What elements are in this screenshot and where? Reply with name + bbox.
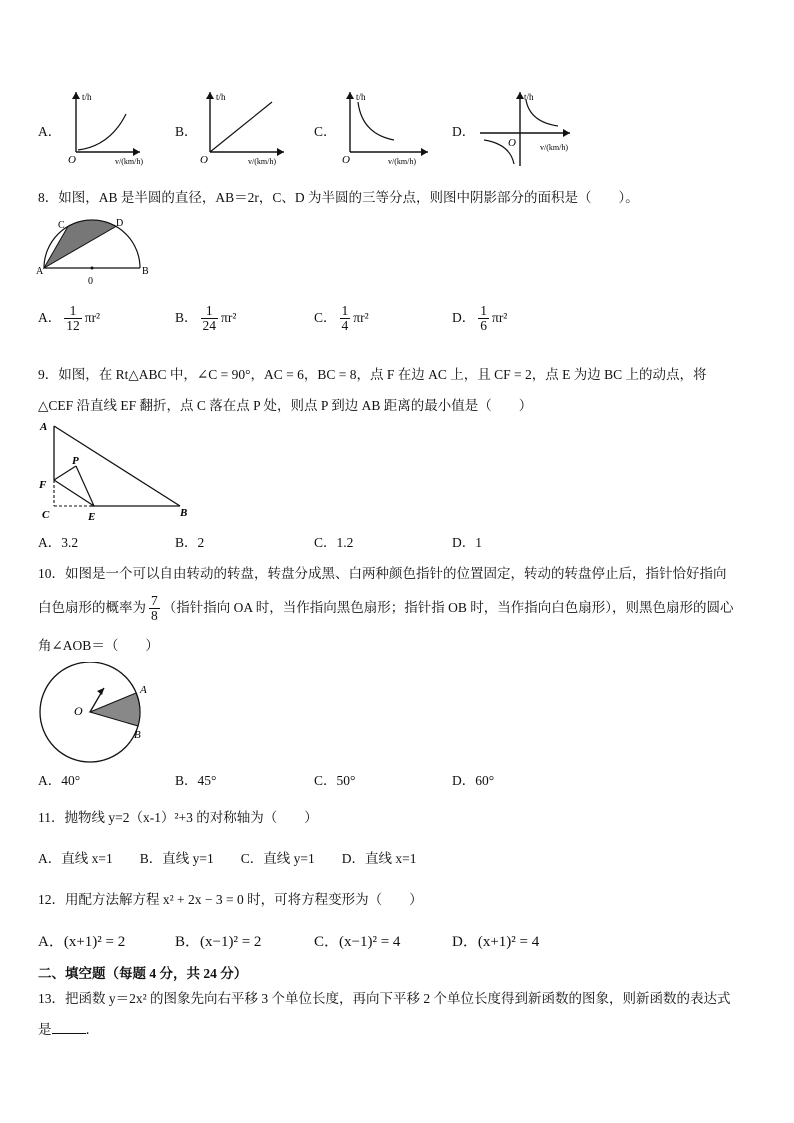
q8-option-c-tail: πr² xyxy=(353,309,369,325)
q8-option-a-num: 1 xyxy=(64,304,82,319)
q7-b-origin: O xyxy=(200,154,208,166)
q8-option-c xyxy=(314,304,369,333)
q7-d-xlabel: v/(km/h) xyxy=(540,143,568,152)
q8-option-a-letter: A． xyxy=(38,309,62,325)
q8-option-b xyxy=(175,304,236,333)
q7-b-ylabel: t/h xyxy=(216,92,226,102)
q7-graph-d xyxy=(476,88,586,168)
q7-option-c-letter: C． xyxy=(314,124,337,139)
q13-answer-blank[interactable] xyxy=(52,1021,86,1034)
q7-a-xlabel: v/(km/h) xyxy=(115,157,143,166)
q10-option-b: B．45° xyxy=(175,773,217,788)
q10-line2-end: （指针指向 OA 时，当作指向黑色扇形；指针指 OB 时，当作指向白色扇形），则黑色扇形的圆心 xyxy=(162,599,734,615)
q8-option-a-den: 12 xyxy=(66,318,80,334)
q11-question-text: 11．抛物线 y=2（x-1）²+3 的对称轴为（ ） xyxy=(38,810,318,825)
q8-option-b-den: 24 xyxy=(202,318,217,334)
q9-option-c: C．1.2 xyxy=(314,535,354,550)
q8-option-d-letter: D． xyxy=(452,309,476,325)
q12-question-text: 12．用配方法解方程 x² + 2x − 3 = 0 时，可将方程变形为（ ） xyxy=(38,892,423,907)
q10-option-a: A．40° xyxy=(38,773,81,788)
q7-a-origin: O xyxy=(68,154,76,166)
q13-question-line2 xyxy=(38,1018,99,1038)
q7-option-a-letter: A． xyxy=(38,124,62,139)
q8-label-o: 0 xyxy=(88,276,93,287)
q10-option-c: C．50° xyxy=(314,773,356,788)
q10-frac-num: 7 xyxy=(151,593,158,608)
q7-c-origin: O xyxy=(342,154,350,166)
q8-option-d-num: 1 xyxy=(480,303,487,318)
q12-option-a: A．(x+1)² = 2 xyxy=(38,934,126,950)
q9-label-a: A xyxy=(40,421,48,433)
q9-triangle-figure xyxy=(36,418,196,524)
q9-label-c: C xyxy=(42,509,50,521)
q7-graph-c xyxy=(338,88,448,168)
q13-line2-start: 是 xyxy=(38,1022,52,1037)
q7-c-ylabel: t/h xyxy=(356,92,366,102)
q7-graph-a xyxy=(60,88,160,168)
q8-label-a: A xyxy=(36,266,44,277)
q7-option-d-letter: D． xyxy=(452,124,476,139)
q8-option-c-letter: C． xyxy=(314,309,337,325)
q10-label-o: O xyxy=(74,704,83,718)
q8-option-c-num: 1 xyxy=(341,303,349,318)
q10-label-a: A xyxy=(140,684,147,696)
q8-question-text: 8．如图，AB 是半圆的直径，AB＝2r，C、D 为半圆的三等分点，则图中阴影部分的面积是（ ）。 xyxy=(38,190,639,205)
q9-question-line1: 9．如图，在 Rt△ABC 中，∠C = 90°，AC = 6，BC = 8，点 F 在边 AC 上，且 CF = 2，点 E 为边 BC 上的动点，将 xyxy=(38,367,707,382)
q7-c-xlabel: v/(km/h) xyxy=(388,157,416,166)
q8-option-d-den: 6 xyxy=(480,318,487,334)
q9-label-b: B xyxy=(180,507,188,519)
q13-line2-end: ． xyxy=(85,1022,99,1037)
q8-option-b-num: 1 xyxy=(201,304,219,319)
q10-label-b: B xyxy=(134,729,141,741)
q8-semicircle-figure xyxy=(36,216,156,288)
q8-option-a-tail: πr² xyxy=(84,309,101,325)
q10-question-line2 xyxy=(38,594,734,623)
q9-option-b: B．2 xyxy=(175,535,205,550)
q10-option-d: D．60° xyxy=(452,773,495,788)
q7-d-ylabel: t/h xyxy=(524,92,534,102)
q8-option-c-den: 4 xyxy=(341,318,349,334)
q12-option-d: D．(x+1)² = 4 xyxy=(452,934,540,950)
q8-option-d-tail: πr² xyxy=(492,309,508,325)
q9-label-p: P xyxy=(72,455,79,467)
q9-label-f: F xyxy=(39,479,47,491)
q8-label-c: C xyxy=(58,220,65,231)
q10-frac-den: 8 xyxy=(151,608,158,624)
q7-d-origin: O xyxy=(508,137,516,149)
q8-option-b-tail: πr² xyxy=(221,309,237,325)
q7-option-b-letter: B． xyxy=(175,124,198,139)
q7-b-xlabel: v/(km/h) xyxy=(248,157,276,166)
q8-label-b: B xyxy=(142,266,149,277)
q9-option-d: D．1 xyxy=(452,535,482,550)
q8-option-b-letter: B． xyxy=(175,309,198,325)
section-heading: 二、填空题（每题 4 分，共 24 分） xyxy=(38,966,248,981)
q10-spinner-figure xyxy=(34,662,154,768)
q8-option-a xyxy=(38,304,100,333)
q10-line2-start: 白色扇形的概率为 xyxy=(38,599,146,615)
q7-graph-b xyxy=(196,88,306,168)
q7-a-ylabel: t/h xyxy=(82,92,92,102)
q9-question-line2: △CEF 沿直线 EF 翻折，点 C 落在点 P 处，则点 P 到边 AB 距离的最小值是（ ） xyxy=(38,398,533,413)
q12-option-b: B．(x−1)² = 2 xyxy=(175,934,262,950)
q13-question-line1: 13．把函数 y＝2x² 的图象先向右平移 3 个单位长度，再向下平移 2 个单位长度得到新函数的图象，则新函数的表达式 xyxy=(38,991,731,1006)
q10-question-line3: 角∠AOB＝（ ） xyxy=(38,638,159,653)
q12-option-c: C．(x−1)² = 4 xyxy=(314,934,401,950)
q11-options: A．直线 x=1 B．直线 y=1 C．直线 y=1 D．直线 x=1 xyxy=(38,851,417,866)
q10-question-line1: 10．如图是一个可以自由转动的转盘，转盘分成黑、白两种颜色指针的位置固定，转动的转盘停止后，指针恰好指向 xyxy=(38,566,727,581)
q8-option-d xyxy=(452,304,507,333)
q9-option-a: A．3.2 xyxy=(38,535,79,550)
q9-label-e: E xyxy=(88,511,96,523)
q8-label-d: D xyxy=(116,218,124,229)
